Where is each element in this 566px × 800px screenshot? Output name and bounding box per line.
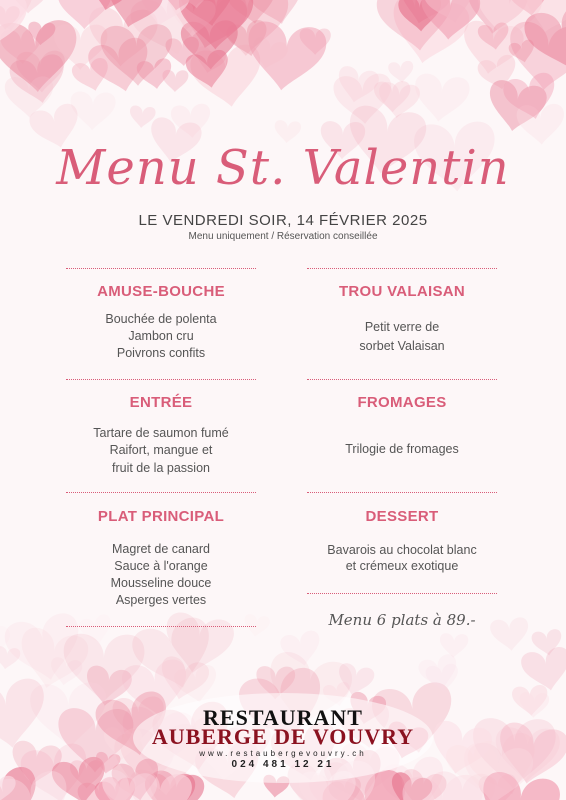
phone-number: 024 481 12 21	[231, 759, 335, 770]
menu-price: Menu 6 plats à 89.-	[328, 611, 476, 629]
course-title: DESSERT	[365, 508, 439, 525]
heart-shape	[242, 20, 328, 96]
divider	[307, 268, 497, 269]
course-line: Sauce à l'orange	[114, 559, 208, 573]
course-line: Trilogie de fromages	[345, 442, 459, 456]
course-line: Raifort, mangue et	[109, 443, 213, 457]
divider	[66, 379, 256, 380]
divider	[66, 492, 256, 493]
course-line: Asperges vertes	[115, 593, 207, 607]
heart-shape	[388, 60, 415, 83]
course-line: fruit de la passion	[112, 461, 210, 475]
course-line: Poivrons confits	[116, 346, 206, 360]
restaurant-label: RESTAURANT	[203, 705, 363, 730]
course-line: Bavarois au chocolat blanc	[327, 543, 477, 557]
menu-title: Menu St. Valentin	[56, 140, 510, 196]
website-text: www.restaubergevouvry.ch	[199, 749, 367, 758]
divider	[66, 268, 256, 269]
course-line: Petit verre de	[364, 320, 440, 334]
course-line: Mousseline douce	[110, 576, 212, 590]
divider	[307, 379, 497, 380]
heart-shape	[162, 70, 189, 93]
divider	[307, 492, 497, 493]
course-line: Magret de canard	[112, 542, 210, 556]
reservation-note: Menu uniquement / Réservation conseillée	[188, 231, 378, 242]
divider	[66, 626, 256, 627]
course-title: AMUSE-BOUCHE	[97, 283, 225, 300]
restaurant-name: AUBERGE DE VOUVRY	[151, 724, 415, 749]
divider	[307, 593, 497, 594]
course-line: sorbet Valaisan	[359, 339, 445, 353]
course-line: Bouchée de polenta	[105, 312, 217, 326]
course-title: ENTRÉE	[129, 394, 193, 411]
heart-shape	[439, 633, 469, 658]
course-title: FROMAGES	[357, 394, 447, 411]
course-line: Tartare de saumon fumé	[93, 426, 229, 440]
course-title: TROU VALAISAN	[338, 283, 466, 300]
event-date: LE VENDREDI SOIR, 14 FÉVRIER 2025	[138, 212, 428, 229]
course-title: PLAT PRINCIPAL	[97, 508, 225, 525]
course-line: et crémeux exotique	[345, 559, 459, 573]
course-line: Jambon cru	[128, 329, 194, 343]
